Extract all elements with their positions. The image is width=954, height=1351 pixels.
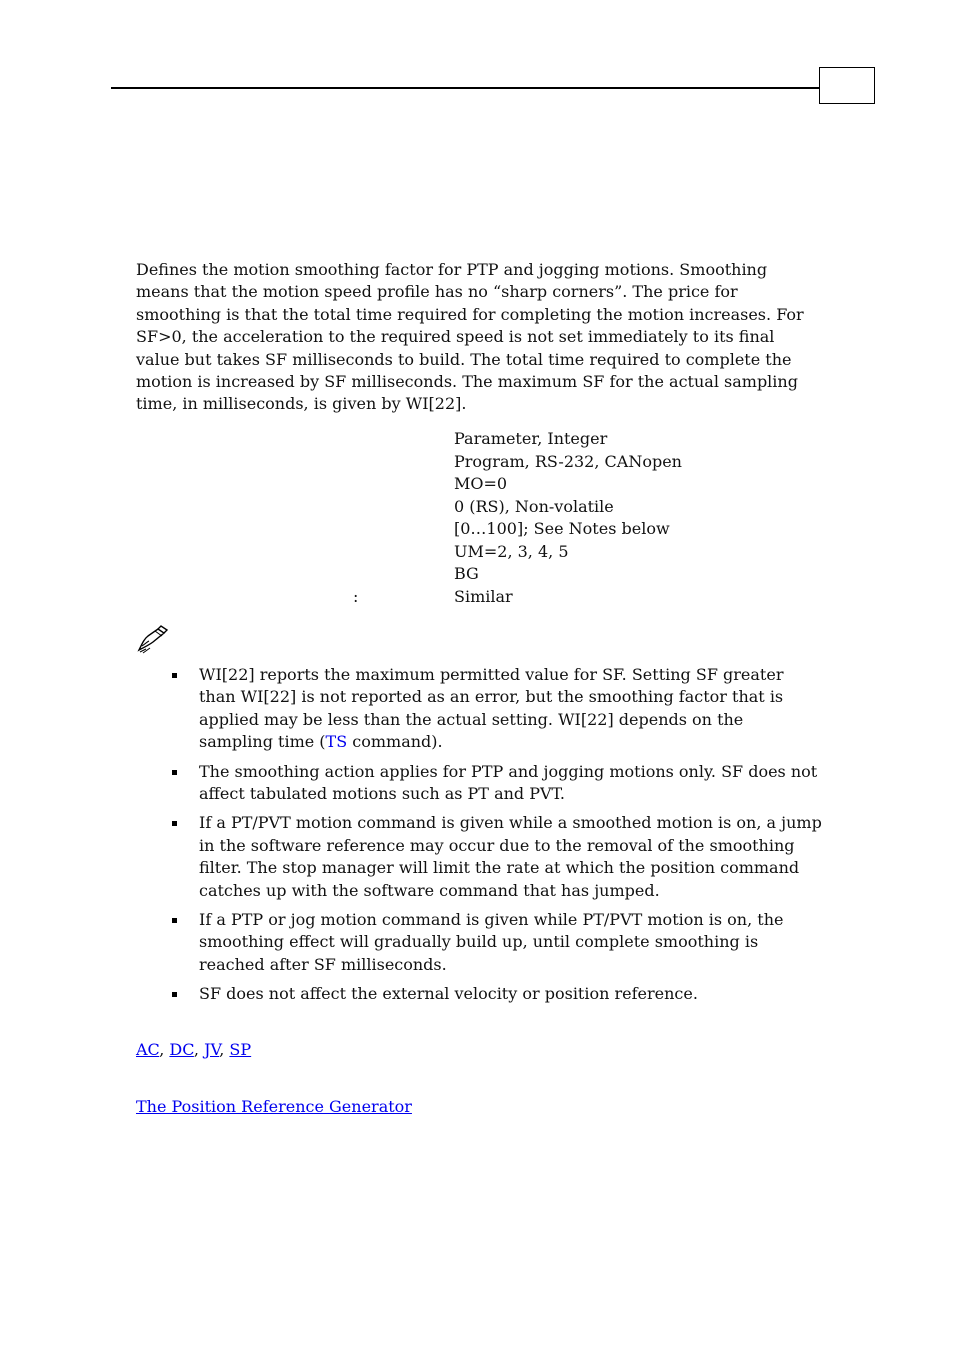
attribute-activation: BG [454, 564, 479, 583]
note-text: The smoothing action applies for PTP and jogging motions only. SF does not affect tabulated motions such as PT and PVT. [199, 761, 818, 804]
note-text: WI[22] reports the maximum permitted value for SF. Setting SF greater than WI[22] is not reported as an error, but the smoothing factor that is applied may be less than the actual setting. WI[22] depends on the sampling time ( [199, 665, 784, 752]
attribute-type: Parameter, Integer [454, 429, 608, 448]
attribute-unit-modes: UM=2, 3, 4, 5 [454, 541, 569, 561]
attribute-compatibility: Similar [454, 586, 513, 606]
notes-list [170, 664, 822, 1013]
bullet-icon [172, 918, 177, 923]
link-jv[interactable]: JV [204, 1040, 220, 1059]
link-dc[interactable]: DC [169, 1040, 194, 1059]
header-rule [111, 87, 820, 89]
bullet-icon [172, 770, 177, 775]
link-separator: , [219, 1040, 230, 1059]
link-separator: , [159, 1040, 170, 1059]
link-sp[interactable]: SP [229, 1040, 252, 1059]
note-pencil-icon [136, 624, 170, 654]
see-also-links [136, 1039, 251, 1061]
link-ac[interactable]: AC [136, 1040, 160, 1059]
link-ts[interactable]: TS [325, 732, 348, 752]
note-item [170, 909, 822, 976]
attribute-colon: : [353, 587, 359, 606]
link-position-reference-generator[interactable]: The Position Reference Generator [136, 1097, 412, 1116]
link-separator: , [193, 1040, 205, 1059]
bullet-icon [172, 992, 177, 997]
note-text: SF does not affect the external velocity or position reference. [199, 984, 698, 1004]
note-item [170, 983, 822, 1005]
attributes-list [454, 428, 682, 608]
note-item [170, 761, 822, 806]
attribute-range: [0…100]; See Notes below [454, 519, 670, 538]
attribute-restrictions: MO=0 [454, 474, 508, 493]
bullet-icon [172, 673, 177, 678]
note-text: command). [347, 732, 443, 752]
reference-section [136, 1096, 412, 1118]
attribute-default: 0 (RS), Non-volatile [454, 496, 614, 516]
bullet-icon [172, 821, 177, 826]
page-number-box [819, 67, 875, 104]
note-item [170, 812, 822, 902]
note-text: If a PTP or jog motion command is given while PT/PVT motion is on, the smoothing effect will gradually build up, until complete smoothing is reached after SF milliseconds. [199, 910, 784, 974]
attribute-source: Program, RS-232, CANopen [454, 451, 682, 471]
note-text: If a PT/PVT motion command is given while a smoothed motion is on, a jump in the software reference may occur due to the removal of the smoothing filter. The stop manager will limit the rate at which the position command catches up with the software command that has jumped. [199, 813, 822, 900]
note-item [170, 664, 822, 754]
command-description: Defines the motion smoothing factor for PTP and jogging motions. Smoothing means that the motion speed profile has no “sharp corners”. The price for smoothing is that the total time required for completing the motion increases. For SF>0, the acceleration to the required speed is not set immediately to its final value but takes SF milliseconds to build. The total time required to complete the motion is increased by SF milliseconds. The maximum SF for the actual sampling time, in milliseconds, is given by WI[22]. [136, 260, 804, 414]
